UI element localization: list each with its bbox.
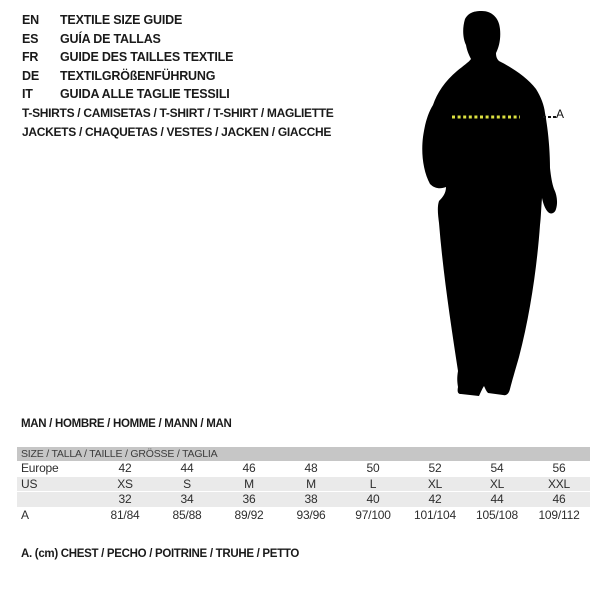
table-cell: 54 <box>490 461 504 475</box>
table-cell: XXL <box>547 476 571 491</box>
language-row-de <box>22 67 233 86</box>
table-cell: 44 <box>180 461 194 475</box>
table-cell: XL <box>427 476 443 491</box>
language-row-es <box>22 30 233 49</box>
table-cell: L <box>369 476 377 491</box>
measure-label-a: A <box>556 107 565 121</box>
language-code: EN <box>22 13 39 27</box>
row-label <box>17 492 94 507</box>
language-row-fr <box>22 48 233 67</box>
table-row-chest-a <box>17 508 590 524</box>
table-cell: 32 <box>118 492 132 507</box>
language-label: GUÍA DE TALLAS <box>60 31 161 46</box>
row-label: A <box>21 508 29 523</box>
measurement-footnote: A. (cm) CHEST / PECHO / POITRINE / TRUHE / PETTO <box>21 548 300 560</box>
man-silhouette-figure <box>413 5 573 405</box>
table-cell: 52 <box>428 461 442 475</box>
table-row-europe <box>17 461 590 477</box>
table-cell: 81/84 <box>110 508 140 523</box>
table-cell: 44 <box>490 492 504 507</box>
table-cell: S <box>183 476 191 491</box>
table-cell: 42 <box>428 492 442 507</box>
language-label: GUIDE DES TAILLES TEXTILE <box>60 50 234 65</box>
table-cell: XL <box>489 476 505 491</box>
table-cell: 50 <box>366 461 380 475</box>
language-label: TEXTILGRÖßENFÜHRUNG <box>60 68 216 83</box>
table-cell: M <box>244 476 254 491</box>
table-cell: XS <box>117 476 133 491</box>
row-label: Europe <box>21 461 59 475</box>
table-cell: M <box>306 476 316 491</box>
category-jackets: JACKETS / CHAQUETAS / VESTES / JACKEN / GIACCHE <box>22 125 332 139</box>
table-row-us-numeric <box>17 492 590 508</box>
language-code: IT <box>22 87 33 102</box>
table-cell: 36 <box>242 492 256 507</box>
table-cell: 46 <box>552 492 566 507</box>
table-cell: 46 <box>242 461 256 475</box>
table-cell: 48 <box>304 461 318 475</box>
table-row-us <box>17 477 590 493</box>
language-code: ES <box>22 31 39 46</box>
table-cell: 93/96 <box>296 508 326 523</box>
size-table-header: SIZE / TALLA / TAILLE / GRÖSSE / TAGLIA <box>17 447 590 461</box>
language-label: GUIDA ALLE TAGLIE TESSILI <box>60 87 230 102</box>
row-label: US <box>21 476 38 491</box>
table-cell: 89/92 <box>234 508 264 523</box>
man-silhouette-svg <box>413 5 573 405</box>
size-table <box>17 447 590 524</box>
language-row-en <box>22 11 233 30</box>
table-cell: 34 <box>180 492 194 507</box>
language-row-it <box>22 85 233 104</box>
table-cell: 85/88 <box>172 508 202 523</box>
table-cell: 101/104 <box>414 508 456 523</box>
table-cell: 109/112 <box>538 508 580 523</box>
man-silhouette-shape <box>422 11 557 396</box>
table-cell: 40 <box>366 492 380 507</box>
table-cell: 42 <box>118 461 132 475</box>
garment-categories <box>22 104 334 142</box>
language-label: TEXTILE SIZE GUIDE <box>60 13 183 27</box>
table-cell: 105/108 <box>476 508 518 523</box>
section-heading-man: MAN / HOMBRE / HOMME / MANN / MAN <box>21 418 232 430</box>
table-cell: 56 <box>552 461 566 475</box>
language-code: DE <box>22 68 39 83</box>
category-tshirts: T-SHIRTS / CAMISETAS / T-SHIRT / T-SHIRT / MAGLIETTE <box>22 106 334 120</box>
table-cell: 38 <box>304 492 318 507</box>
language-list <box>22 11 233 104</box>
table-cell: 97/100 <box>355 508 391 523</box>
language-code: FR <box>22 50 39 65</box>
